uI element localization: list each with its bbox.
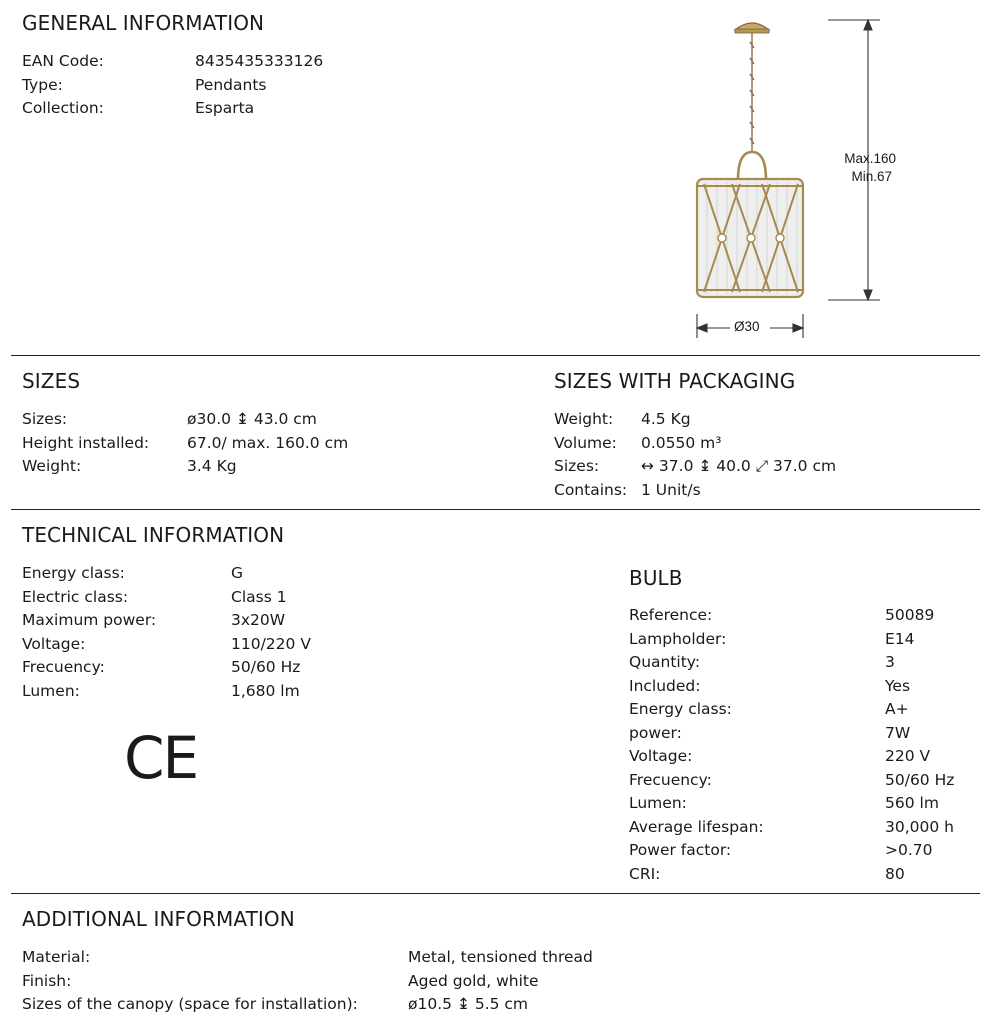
bulb-row [629, 651, 969, 675]
packaging-list [554, 408, 954, 502]
additional-row [22, 970, 722, 994]
sizes-value: ø30.0 ↨ 43.0 cm [187, 410, 317, 428]
voltage-label: Voltage: [22, 634, 86, 653]
technical-row [22, 680, 442, 704]
section-divider [11, 355, 980, 356]
voltage-value: 110/220 V [231, 634, 311, 653]
bulb-frecuency-value: 50/60 Hz [885, 770, 955, 789]
height-labels [834, 150, 896, 186]
additional-row [22, 946, 722, 970]
collection-value: Esparta [195, 99, 255, 117]
bulb-cri-value: 80 [885, 864, 905, 883]
packaging-sizes-label: Sizes: [554, 457, 600, 475]
general-row [22, 97, 442, 121]
bulb-lampholder-value: E14 [885, 629, 915, 648]
sizes-list [22, 408, 502, 479]
type-label: Type: [22, 75, 63, 94]
material-value: Metal, tensioned thread [408, 948, 593, 966]
bulb-lumen-value: 560 lm [885, 794, 939, 812]
bulb-lumen-label: Lumen: [629, 794, 687, 812]
packaging-row [554, 432, 954, 456]
bulb-quantity-value: 3 [885, 653, 895, 671]
bulb-row [629, 792, 969, 816]
bulb-power-factor-value: >0.70 [885, 841, 933, 859]
bulb-voltage-value: 220 V [885, 747, 931, 765]
bulb-row [629, 839, 969, 863]
bulb-row [629, 769, 969, 793]
bulb-row [629, 698, 969, 722]
section-divider [11, 509, 980, 510]
electric-class-value: Class 1 [231, 587, 287, 606]
height-installed-label: Height installed: [22, 433, 150, 452]
technical-row [22, 656, 442, 680]
packaging-row [554, 479, 954, 503]
bulb-energy-class-label: Energy class: [629, 700, 732, 718]
sizes-row [22, 408, 502, 432]
finish-label: Finish: [22, 971, 72, 990]
sizes-heading: SIZES [22, 369, 81, 393]
bulb-cri-label: CRI: [629, 864, 661, 883]
packaging-weight-label: Weight: [554, 410, 614, 428]
finish-value: Aged gold, white [408, 971, 539, 990]
bulb-reference-value: 50089 [885, 606, 935, 624]
weight-label: Weight: [22, 457, 82, 475]
min-height-label: Min.67 [851, 169, 892, 184]
technical-row [22, 609, 442, 633]
additional-row [22, 993, 722, 1017]
sizes-label: Sizes: [22, 410, 68, 428]
bulb-row [629, 628, 969, 652]
packaging-volume-value: 0.0550 m³ [641, 433, 722, 452]
bulb-power-value: 7W [885, 723, 911, 742]
technical-row [22, 633, 442, 657]
electric-class-label: Electric class: [22, 587, 129, 606]
general-information-heading: GENERAL INFORMATION [22, 11, 265, 35]
bulb-reference-label: Reference: [629, 606, 713, 624]
technical-list [22, 562, 442, 703]
bulb-heading: BULB [629, 566, 683, 590]
lumen-label: Lumen: [22, 681, 80, 700]
bulb-power-label: power: [629, 723, 682, 742]
technical-information-heading: TECHNICAL INFORMATION [22, 523, 285, 547]
general-row [22, 50, 442, 74]
bulb-power-factor-label: Power factor: [629, 841, 732, 859]
packaging-volume-label: Volume: [554, 433, 617, 452]
packaging-contains-value: 1 Unit/s [641, 480, 701, 499]
ean-code-value: 8435435333126 [195, 52, 324, 70]
lumen-value: 1,680 lm [231, 681, 300, 700]
ean-code-label: EAN Code: [22, 52, 104, 70]
collection-label: Collection: [22, 99, 104, 117]
maximum-power-label: Maximum power: [22, 611, 157, 629]
canopy-sizes-label: Sizes of the canopy (space for installation): [22, 995, 358, 1013]
max-height-label: Max.160 [844, 151, 896, 166]
technical-row [22, 586, 442, 610]
maximum-power-value: 3x20W [231, 611, 286, 629]
bulb-row [629, 675, 969, 699]
bulb-quantity-label: Quantity: [629, 653, 701, 671]
additional-list [22, 946, 722, 1017]
type-value: Pendants [195, 75, 267, 94]
technical-row [22, 562, 442, 586]
sizes-row [22, 455, 502, 479]
bulb-row [629, 604, 969, 628]
bulb-voltage-label: Voltage: [629, 747, 693, 765]
packaging-heading: SIZES WITH PACKAGING [554, 369, 796, 393]
bulb-list [629, 604, 969, 886]
weight-value: 3.4 Kg [187, 457, 237, 475]
frecuency-label: Frecuency: [22, 658, 105, 676]
packaging-contains-label: Contains: [554, 480, 628, 499]
bulb-frecuency-label: Frecuency: [629, 770, 712, 789]
material-label: Material: [22, 948, 91, 966]
sizes-row [22, 432, 502, 456]
general-information-list [22, 50, 442, 121]
energy-class-value: G [231, 564, 244, 582]
section-divider [11, 893, 980, 894]
ce-mark-icon: CE [124, 724, 198, 792]
bulb-row [629, 722, 969, 746]
bulb-lifespan-value: 30,000 h [885, 817, 954, 836]
bulb-row [629, 863, 969, 887]
bulb-lampholder-label: Lampholder: [629, 629, 727, 648]
bulb-included-label: Included: [629, 676, 701, 695]
height-installed-value: 67.0/ max. 160.0 cm [187, 433, 349, 452]
frecuency-value: 50/60 Hz [231, 658, 301, 676]
bulb-included-value: Yes [885, 676, 911, 695]
packaging-weight-value: 4.5 Kg [641, 410, 691, 428]
packaging-row [554, 408, 954, 432]
energy-class-label: Energy class: [22, 564, 125, 582]
bulb-energy-class-value: A+ [885, 700, 909, 718]
chain-shape [750, 33, 754, 152]
packaging-sizes-value: ↔ 37.0 ↨ 40.0 ⤢ 37.0 cm [641, 457, 837, 475]
general-row [22, 74, 442, 98]
diameter-label: Ø30 [734, 319, 760, 334]
bulb-row [629, 816, 969, 840]
bulb-lifespan-label: Average lifespan: [629, 817, 764, 836]
additional-information-heading: ADDITIONAL INFORMATION [22, 907, 295, 931]
packaging-row [554, 455, 954, 479]
bulb-row [629, 745, 969, 769]
canopy-sizes-value: ø10.5 ↨ 5.5 cm [408, 995, 529, 1013]
